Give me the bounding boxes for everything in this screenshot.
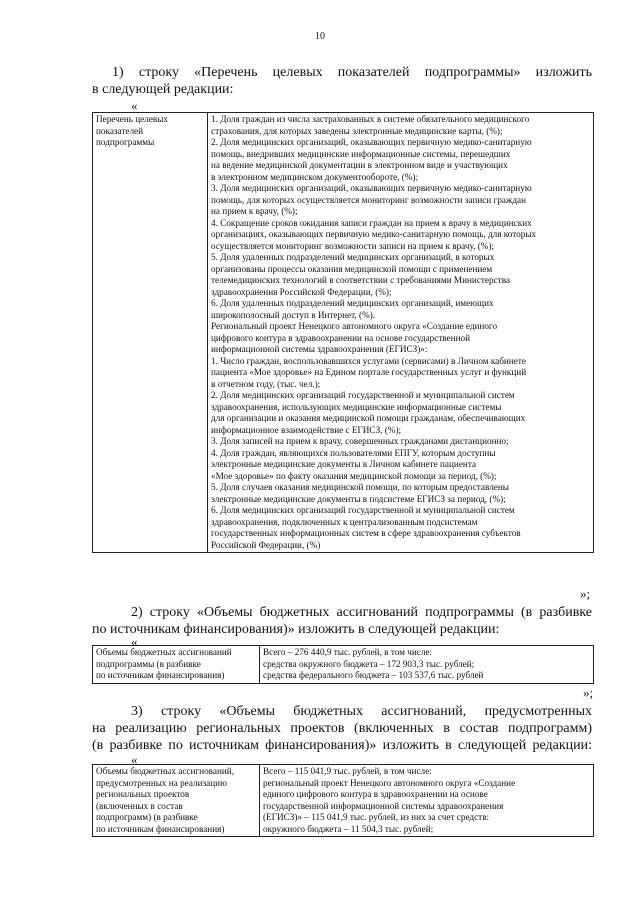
target-item: 3. Доля медицинских организаций, оказывающих первичную медико-санитарную помощь, для которых осуществляется мониторинг возможности записи граждан на прием к врачу, (%); xyxy=(211,183,532,216)
projects-values-cell xyxy=(260,765,594,837)
target-item: 3. Доля записей на прием к врачу, совершенных гражданами дистанционно; xyxy=(211,436,509,446)
target-item: 2. Доля медицинских организаций, оказывающих первичную медико-санитарную помощь, внедривших медицинские информационные системы, перешедших на ведение медицинской документации в электронном виде и участвующих в электронном медицинском документообороте, (%); xyxy=(211,137,532,182)
section3-open-quote: « xyxy=(131,752,138,767)
target-item: 4. Сокращение сроков ожидания записи граждан на прием к врачу в медицинских организациях, оказывающих первичную медико-санитарную помощь, для которых осуществляется мониторинг возможности записи на прием к врачу, (%); xyxy=(211,217,537,251)
budget-label-cell: Объемы бюджетных ассигнований подпрограммы (в разбивке по источникам финансирования) xyxy=(93,646,260,684)
section1-open-quote: « xyxy=(131,98,138,113)
target-item: 2. Доля медицинских организаций государственной и муниципальной систем здравоохранения, использующих медицинские информационные системы для организации и оказания медицинской помощи гражданам, обеспечивающих информационное взаимодействие с ЕГИСЗ, (%); xyxy=(211,390,526,435)
section3-intro-line2: на реализацию региональных проектов (включенных в состав подпрограмм) xyxy=(92,721,592,736)
targets-label-cell: Перечень целевых показателей подпрограммы xyxy=(93,113,208,553)
page-number: 10 xyxy=(315,31,325,42)
budget-values-cell xyxy=(260,646,594,684)
projects-regional-project: региональный проект Ненецкого автономного округа «Создание единого цифрового контура в здравоохранении на основе государственной информационной системы здравоохранения (ЕГИСЗ)» – 115 041,9 тыс. рублей, из них за счет средств: xyxy=(263,777,516,822)
budget-regional: средства окружного бюджета – 172 903,3 тыс. рублей; xyxy=(263,658,475,669)
section2-intro-line2: по источникам финансирования)» изложить в следующей редакции: xyxy=(92,622,500,637)
section2-close-quote: »; xyxy=(583,685,594,700)
section1-intro-line1: 1) строку «Перечень целевых показателей подпрограммы» изложить xyxy=(112,65,592,80)
budget-table xyxy=(92,645,594,684)
section3-intro-line1: 3) строку «Объемы бюджетных ассигнований, предусмотренных xyxy=(131,704,592,719)
projects-budget-table xyxy=(92,764,594,837)
section3-intro-line3: (в разбивке по источникам финансирования)» изложить в следующей редакции: xyxy=(92,738,592,753)
budget-total: Всего – 276 440,9 тыс. рублей, в том числе: xyxy=(263,647,433,657)
projects-total: Всего – 115 041,9 тыс. рублей, в том числе: xyxy=(263,766,432,776)
target-item: 6. Доля удаленных подразделений медицинских организаций, имеющих широкополосный доступ в Интернет, (%). xyxy=(211,298,494,320)
target-item: Региональный проект Ненецкого автономного округа «Создание единого цифрового контура в здравоохранении на основе государственной информационной системы здравоохранения (ЕГИСЗ)»: xyxy=(211,321,498,354)
target-item: 5. Доля случаев оказания медицинской помощи, по которым предоставлены электронные медицинские документы в подсистеме ЕГИСЗ за период, (%); xyxy=(211,482,509,504)
targets-table xyxy=(92,112,594,553)
section1-close-quote: »; xyxy=(580,586,591,601)
projects-label-cell: Объемы бюджетных ассигнований, предусмотренных на реализацию региональных проектов (включенных в состав подпрограмм) (в разбивке по источникам финансирования) xyxy=(93,765,260,837)
targets-list xyxy=(211,114,590,551)
target-item: 5. Доля удаленных подразделений медицинских организаций, в которых организованы процессы оказания медицинской помощи с применением телемедицинских технологий в соответствии с требованиями Министерства здравоохранения Российской Федерации, (%); xyxy=(211,252,510,297)
target-item: 1. Доля граждан из числа застрахованных в системе обязательного медицинского страхования, для которых заведены электронные медицинские карты, (%); xyxy=(211,114,530,136)
target-item: 1. Число граждан, воспользовавшихся услугами (сервисами) в Личном кабинете пациента «Мое здоровье» на Едином портале государственных услуг и функций в отчетном году, (тыс. чел.); xyxy=(211,355,527,389)
section2-open-quote: « xyxy=(131,634,138,649)
section1-intro-line2: в следующей редакции: xyxy=(92,82,234,97)
target-item: 6. Доля медицинских организаций государственной и муниципальной систем здравоохранения, подключенных к централизованным подсистемам государственных информационных систем в сфере здравоохранения субъектов Российской Федерации, (%) xyxy=(211,505,521,550)
projects-regional-budget: окружного бюджета – 11 504,3 тыс. рублей; xyxy=(263,823,434,834)
section2-intro-line1: 2) строку «Объемы бюджетных ассигнований подпрограммы (в разбивке xyxy=(131,605,592,620)
target-item: 4. Доля граждан, являющихся пользователями ЕПГУ, которым доступны электронные медицинские документы в Личном кабинете пациента «Мое здоровье» по факту оказания медицинской помощи за период, (%); xyxy=(211,447,497,481)
budget-federal: средства федерального бюджета – 103 537,6 тыс. рублей xyxy=(263,670,484,680)
targets-list-cell xyxy=(208,113,594,553)
